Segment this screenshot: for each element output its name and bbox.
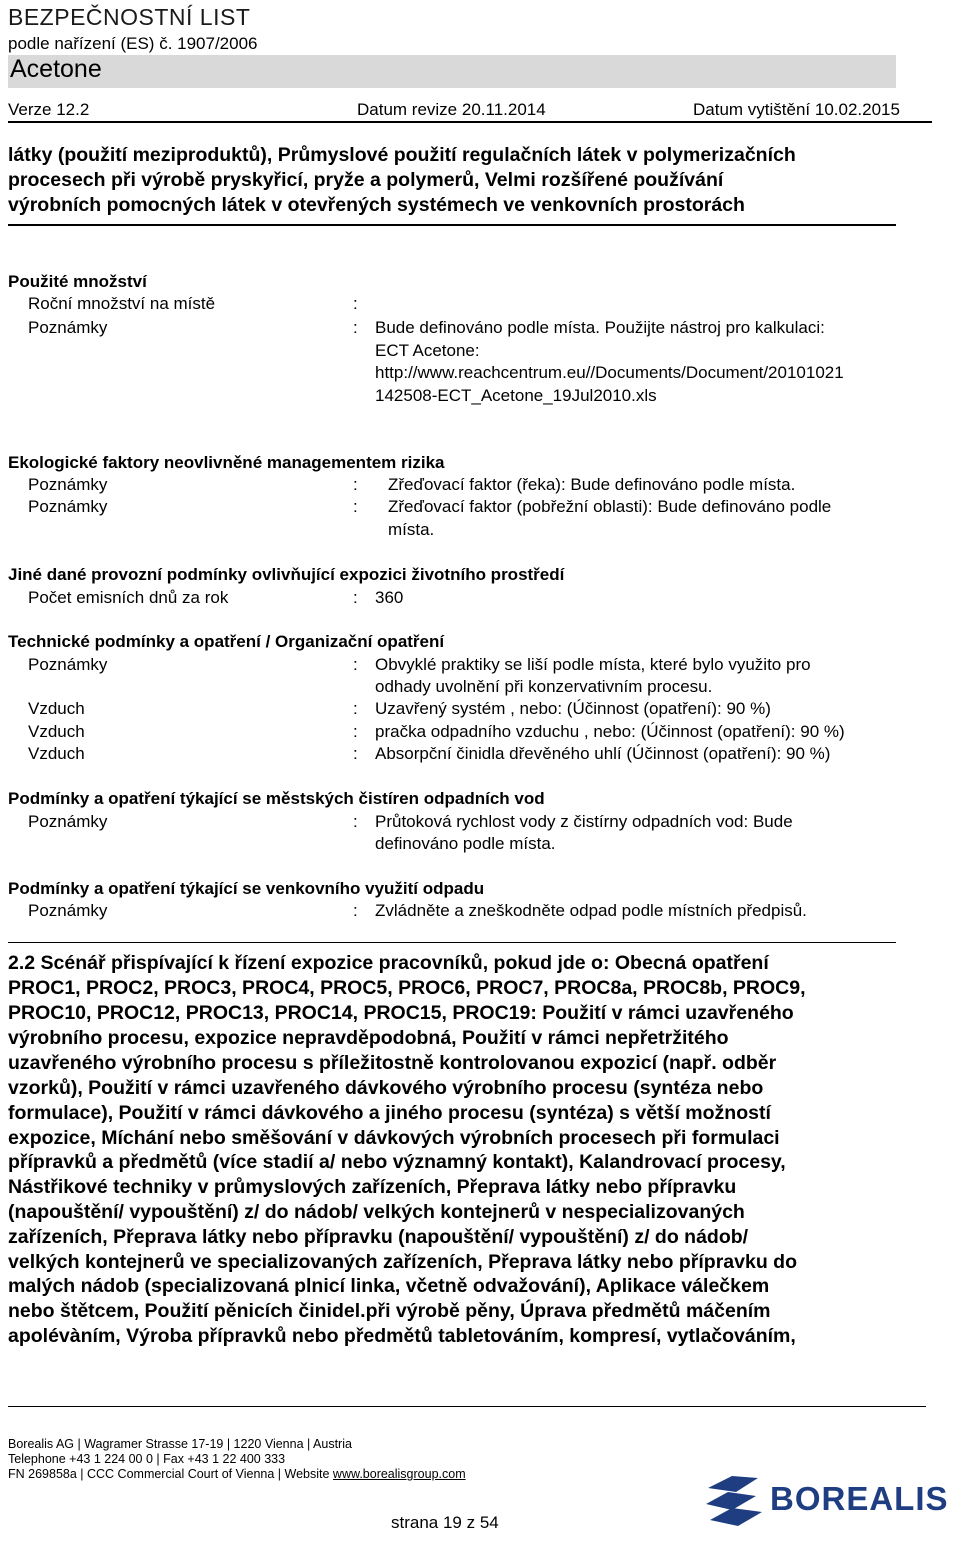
intro-line: výrobních pomocných látek v otevřených systémech ve venkovních prostorách (8, 194, 745, 216)
row-label: Počet emisních dnů za rok (28, 588, 229, 607)
scenario-line: výrobního procesu, expozice nepravděpodobná, Použití v rámci nepřetržitého (8, 1027, 729, 1049)
regulation-reference: podle nařízení (ES) č. 1907/2006 (8, 34, 258, 53)
borealis-logo (706, 1476, 954, 1526)
row-label: Poznámky (28, 655, 108, 674)
row-label: Poznámky (28, 901, 108, 920)
row-colon: : (353, 812, 358, 831)
footer-address: Borealis AG | Wagramer Strasse 17-19 | 1220 Vienna | Austria (8, 1437, 352, 1451)
section-heading-other: Jiné dané provozní podmínky ovlivňující expozici životního prostředí (8, 565, 565, 584)
row-value: odhady uvolnění při konzervativním procesu. (375, 677, 713, 696)
borealis-logo-text: BOREALIS (770, 1480, 949, 1517)
row-label: Poznámky (28, 475, 108, 494)
row-colon: : (353, 901, 358, 920)
section-heading-tech: Technické podmínky a opatření / Organizační opatření (8, 632, 445, 651)
row-colon: : (353, 588, 358, 607)
product-name: Acetone (10, 55, 102, 83)
scenario-line: uzavřeného výrobního procesu s příležitostně kontrolovanou expozicí (např. odběr (8, 1052, 777, 1074)
version-label: Verze 12.2 (8, 100, 90, 119)
footer-divider (8, 1406, 926, 1407)
page-number: strana 19 z 54 (391, 1513, 499, 1532)
scenario-line: Nástřikové techniky v průmyslových zařízeních, Přeprava látky nebo přípravku (8, 1176, 737, 1198)
row-label: Poznámky (28, 318, 108, 337)
scenario-line: velkých kontejnerů ve specializovaných zařízeních, Přeprava látky nebo přípravku do (8, 1251, 797, 1273)
row-colon: : (353, 722, 358, 741)
scenario-line: malých nádob (specializovaná plnicí linka, včetně odvažování), Aplikace válečkem (8, 1275, 770, 1297)
scenario-line: 2.2 Scénář přispívající k řízení expozice pracovníků, pokud jde o: Obecná opatření (8, 952, 769, 974)
section-heading-eco: Ekologické faktory neovlivněné managementem rizika (8, 453, 445, 472)
row-value: Zvládněte a zneškodněte odpad podle místních předpisů. (375, 901, 807, 920)
row-colon: : (353, 655, 358, 674)
row-label: Poznámky (28, 497, 108, 516)
row-label: Poznámky (28, 812, 108, 831)
revision-date: Datum revize 20.11.2014 (357, 100, 546, 119)
row-value: Bude definováno podle místa. Použijte nástroj pro kalkulaci: (375, 318, 825, 337)
intro-line: procesech při výrobě pryskyřicí, pryže a polymerů, Velmi rozšířené používání (8, 169, 724, 191)
row-value: definováno podle místa. (375, 834, 556, 853)
row-value: Zřeďovací faktor (řeka): Bude definováno podle místa. (388, 475, 796, 494)
row-value: ECT Acetone: (375, 341, 480, 360)
row-colon: : (353, 294, 358, 313)
scenario-line: přípravků a předmětů (více stadií a/ nebo významný kontakt), Kalandrovací procesy, (8, 1151, 786, 1173)
row-label: Vzduch (28, 722, 85, 741)
scenario-line: apolévàním, Výroba přípravků nebo předmětů tabletováním, kompresí, vytlačováním, (8, 1325, 796, 1347)
footer-phone: Telephone +43 1 224 00 0 | Fax +43 1 22 400 333 (8, 1452, 286, 1466)
website-link[interactable]: www.borealisgroup.com (332, 1467, 466, 1481)
section-heading-waste: Podmínky a opatření týkající se venkovního využití odpadu (8, 879, 485, 898)
product-band (8, 55, 896, 88)
row-value: 142508-ECT_Acetone_19Jul2010.xls (375, 386, 657, 405)
section-heading-quantity: Použité množství (8, 272, 147, 291)
row-value: Absorpční činidla dřevěného uhlí (Účinnost (opatření): 90 %) (375, 744, 831, 763)
document-title: BEZPEČNOSTNÍ LIST (8, 4, 251, 30)
footer-registration-text: FN 269858a | CCC Commercial Court of Vienna | Website (8, 1467, 333, 1481)
header-divider (8, 121, 932, 123)
section-divider (8, 942, 896, 943)
scenario-line: expozice, Míchání nebo směšování v dávkových výrobních procesech při formulaci (8, 1127, 780, 1149)
row-colon: : (353, 475, 358, 494)
row-colon: : (353, 699, 358, 718)
row-value: 360 (375, 588, 404, 607)
row-value: pračka odpadního vzduchu , nebo: (Účinnost (opatření): 90 %) (375, 722, 845, 741)
row-colon: : (353, 497, 358, 516)
row-label: Vzduch (28, 744, 85, 763)
scenario-line: vzorků), Použití v rámci uzavřeného dávkového výrobního procesu (syntéza nebo (8, 1077, 764, 1099)
scenario-line: PROC10, PROC12, PROC13, PROC14, PROC15, PROC19: Použití v rámci uzavřeného (8, 1002, 794, 1024)
print-date: Datum vytištění 10.02.2015 (693, 100, 900, 119)
section-heading-wwtp: Podmínky a opatření týkající se městských čistíren odpadních vod (8, 789, 545, 808)
row-colon: : (353, 318, 358, 337)
row-value: Průtoková rychlost vody z čistírny odpadních vod: Bude (375, 812, 793, 831)
section-divider (8, 224, 896, 226)
row-value: místa. (388, 520, 435, 539)
row-value-link: http://www.reachcentrum.eu//Documents/Document/20101021 (375, 363, 844, 382)
scenario-line: (napouštění/ vypouštění) z/ do nádob/ velkých kontejnerů v nespecializovaných (8, 1201, 745, 1223)
scenario-line: nebo štětcem, Použití pěnicích činidel.při výrobě pěny, Úprava předmětů máčením (8, 1300, 771, 1322)
scenario-line: formulace), Použití v rámci dávkového a jiného procesu (syntéza) s větší možností (8, 1102, 771, 1124)
intro-line: látky (použití meziproduktů), Průmyslové použití regulačních látek v polymerizačních (8, 144, 796, 166)
scenario-line: zařízeních, Přeprava látky nebo přípravku (napouštění/ vypouštění) z/ do nádob/ (8, 1226, 749, 1248)
footer-registration (8, 1467, 466, 1481)
borealis-emblem-icon (706, 1476, 764, 1526)
row-colon: : (353, 744, 358, 763)
row-value: Zřeďovací faktor (pobřežní oblasti): Bude definováno podle (388, 497, 832, 516)
row-value: Uzavřený systém , nebo: (Účinnost (opatření): 90 %) (375, 699, 771, 718)
row-label: Vzduch (28, 699, 85, 718)
row-label: Roční množství na místě (28, 294, 216, 313)
row-value: Obvyklé praktiky se liší podle místa, které bylo využito pro (375, 655, 811, 674)
scenario-line: PROC1, PROC2, PROC3, PROC4, PROC5, PROC6, PROC7, PROC8a, PROC8b, PROC9, (8, 977, 806, 999)
